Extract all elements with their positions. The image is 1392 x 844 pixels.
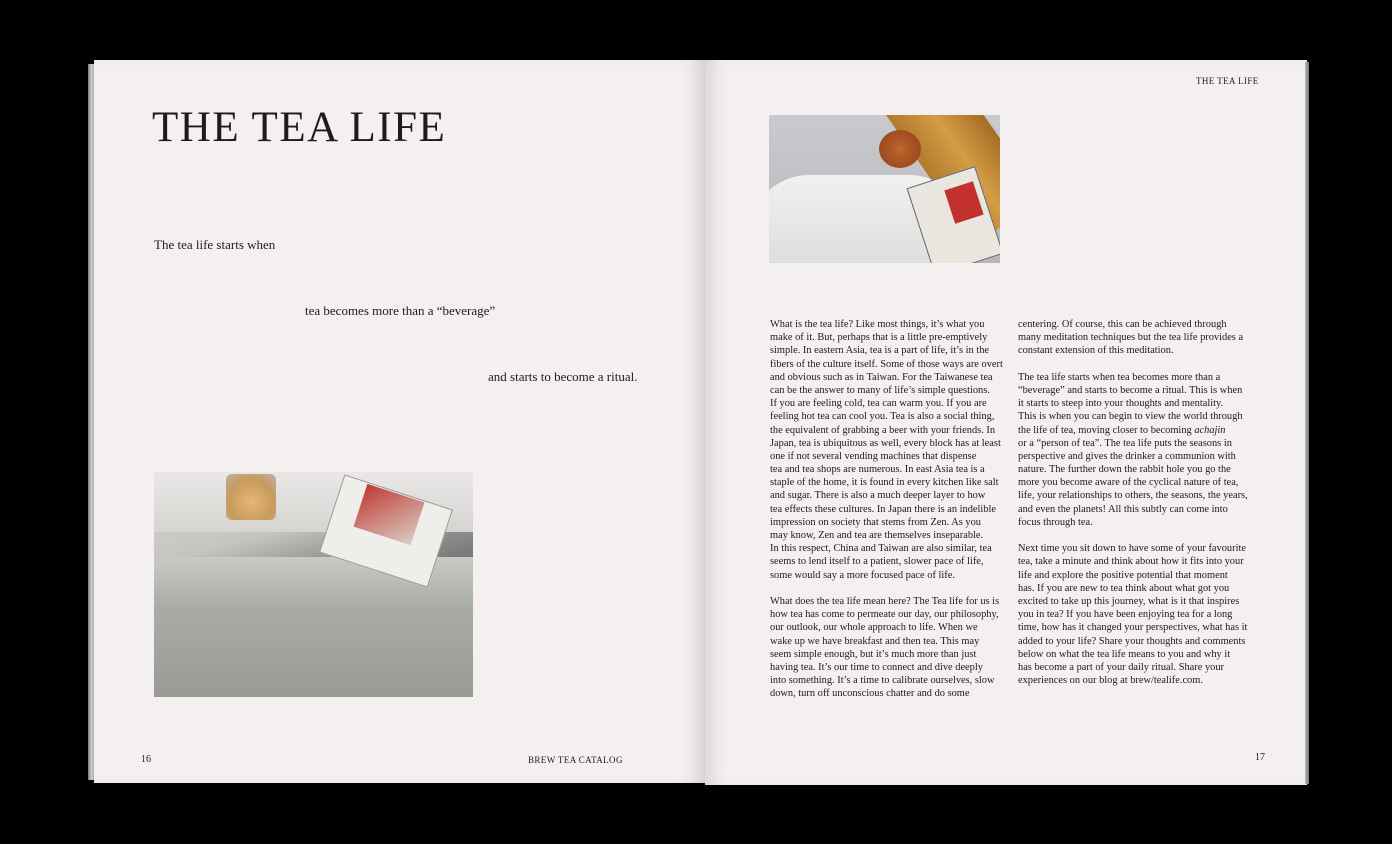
- body-text-line: below on what the tea life means to you and why it: [1018, 648, 1231, 660]
- page-stack-edge: [1305, 62, 1309, 784]
- body-text-line: can be the answer to many of life’s simple questions.: [770, 384, 990, 396]
- body-text-line: Japan, tea is ubiquitous as well, every block has at least: [770, 437, 1001, 449]
- body-text-line: simple. In eastern Asia, tea is a part of life, it’s in the: [770, 345, 990, 357]
- body-text-line: the equivalent of grabbing a beer with your friends. In: [770, 424, 996, 436]
- body-text-line: or a “person of tea”. The tea life puts the seasons in: [1018, 437, 1232, 449]
- body-text-line: nature. The further down the rabbit hole you go the: [1018, 464, 1231, 476]
- body-text-line: added to your life? Share your thoughts and comments: [1018, 635, 1246, 647]
- pull-quote-line-1: The tea life starts when: [154, 237, 276, 252]
- body-text-line: tea effects these cultures. In Japan there is an indelible: [770, 503, 997, 515]
- body-text-line: perspective and gives the drinker a communion with: [1018, 450, 1236, 462]
- body-text-line: tea and tea shops are numerous. In east Asia tea is a: [770, 464, 985, 476]
- body-text-line: Next time you sit down to have some of your favourite: [1018, 543, 1246, 555]
- body-text-line: seems to lend itself to a patient, slower pace of life,: [770, 556, 984, 568]
- page-number-left: 16: [141, 754, 151, 765]
- body-column-2: [1018, 318, 1248, 687]
- body-text-line: This is when you can begin to view the world through: [1018, 411, 1243, 423]
- body-text-line: down, turn off unconscious chatter and do some: [770, 688, 970, 700]
- body-text-line: it starts to steep into your thoughts and mentality.: [1018, 398, 1224, 410]
- body-text-line: [1018, 424, 1248, 437]
- body-text-line: and even the planets! All this subtly can come into: [1018, 503, 1228, 515]
- body-text-line: focus through tea.: [1018, 516, 1093, 528]
- body-text-line: life, your relationships to others, the seasons, the years,: [1018, 490, 1248, 502]
- body-text-line: “beverage” and starts to become a ritual. This is when: [1018, 384, 1243, 396]
- body-text-line: make of it. But, perhaps that is a little pre-emptively: [770, 332, 988, 344]
- body-text-line: may know, Zen and tea are themselves inseparable.: [770, 530, 984, 541]
- body-text-line: into something. It’s a time to calibrate ourselves, slow: [770, 675, 995, 687]
- pull-quote-line-2: tea becomes more than a “beverage”: [305, 303, 496, 318]
- body-text-line: impression on society that stems from Zen. As you: [770, 516, 981, 528]
- body-text-segment: the life of tea, moving closer to becoming: [1018, 424, 1195, 436]
- body-text-line: more you become aware of the cyclical nature of tea,: [1018, 477, 1239, 489]
- body-text-line: has become a part of your daily ritual. Share your: [1018, 661, 1225, 673]
- body-text-line: has. If you are new to tea think about what got you: [1018, 582, 1230, 594]
- body-text-line: What is the tea life? Like most things, it’s what you: [770, 319, 985, 330]
- body-text-line: one if not several vending machines that dispense: [770, 450, 977, 462]
- body-text-line: What does the tea life mean here? The Tea life for us is: [770, 595, 1000, 607]
- body-text-line: time, how has it changed your perspectives, what has it: [1018, 622, 1248, 634]
- body-text-line: some would say a more focused pace of life.: [770, 569, 955, 581]
- body-text-line: and obvious such as in Taiwan. For the Taiwanese tea: [770, 371, 993, 383]
- body-text-line: seem simple enough, but it’s much more than just: [770, 648, 977, 660]
- page-number-right: 17: [1255, 752, 1265, 763]
- paragraph-gap: [770, 582, 1003, 595]
- body-text-line: The tea life starts when tea becomes more than a: [1018, 371, 1221, 383]
- running-header: THE TEA LIFE: [1196, 76, 1259, 86]
- body-text-line: life and explore the positive potential that moment: [1018, 569, 1228, 581]
- body-text-line: how tea has come to permeate our day, our philosophy,: [770, 609, 999, 621]
- body-text-line: having tea. It’s our time to connect and dive deeply: [770, 661, 983, 673]
- tea-bath-photo: [154, 472, 473, 697]
- body-text-line: you in tea? If you have been enjoying tea for a long: [1018, 609, 1233, 621]
- body-text-line: staple of the home, it is found in every kitchen like salt: [770, 477, 999, 489]
- body-text-line: centering. Of course, this can be achieved through: [1018, 319, 1227, 330]
- paragraph-gap: [1018, 529, 1248, 542]
- body-text-line: fibers of the culture itself. Some of those ways are overt: [770, 358, 1003, 370]
- body-text-line: our outlook, our whole approach to life. When we: [770, 622, 978, 634]
- paragraph-gap: [1018, 358, 1248, 371]
- body-column-1: [770, 318, 1003, 700]
- body-text-line: If you are feeling cold, tea can warm you. If you are: [770, 398, 987, 410]
- body-text-line: excited to take up this journey, what is it that inspires: [1018, 595, 1240, 607]
- pull-quote-line-3: and starts to become a ritual.: [488, 369, 638, 384]
- page-title: THE TEA LIFE: [152, 104, 447, 151]
- body-text-line: wake up we have breakfast and then tea. This may: [770, 635, 980, 647]
- body-text-line: experiences on our blog at brew/tealife.com.: [1018, 675, 1203, 687]
- footer-catalog-name: BREW TEA CATALOG: [528, 755, 623, 765]
- body-text-line: tea, take a minute and think about how it fits into your: [1018, 556, 1244, 568]
- body-text-line: feeling hot tea can cool you. Tea is also a social thing,: [770, 411, 995, 423]
- body-text-line: In this respect, China and Taiwan are also similar, tea: [770, 543, 992, 555]
- body-text-line: and sugar. There is also a much deeper layer to how: [770, 490, 986, 502]
- italic-term: achajin: [1194, 424, 1226, 436]
- tea-tray-photo: [769, 115, 1000, 263]
- body-text-line: many meditation techniques but the tea life provides a: [1018, 332, 1244, 344]
- body-text-line: constant extension of this meditation.: [1018, 345, 1174, 357]
